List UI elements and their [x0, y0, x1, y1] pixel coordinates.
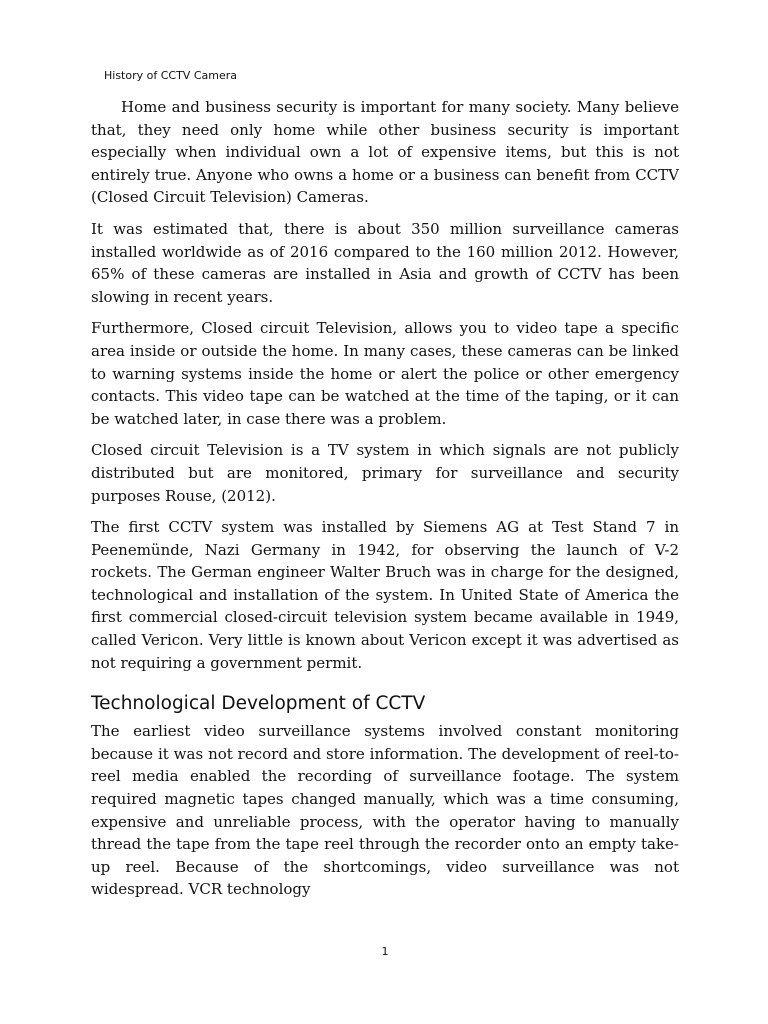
- paragraph-technological-development: The earliest video surveillance systems involved constant monitoring because it was not record and store information. The development of reel-to-reel media enabled the recording of surveillance footage. The system required magnetic tapes changed manually, which was a time consuming, expensive and unreliable process, with the operator having to manually thread the tape from the tape reel through the recorder onto an empty take-up reel. Because of the shortcomings, video surveillance was not widespread. VCR technology: [91, 722, 679, 899]
- paragraph-furthermore: Furthermore, Closed circuit Television, allows you to video tape a specific area inside or outside the home. In many cases, these cameras can be linked to warning systems inside the home or alert the police or other emergency contacts. This video tape can be watched at the time of the taping, or it can be watched later, in case there was a problem.: [91, 319, 679, 428]
- paragraph-statistics: It was estimated that, there is about 350 million surveillance cameras installed worldwide as of 2016 compared to the 160 million 2012. However, 65% of these cameras are installed in Asia and growth of CCTV has been slowing in recent years.: [91, 219, 679, 306]
- document-body: [91, 96, 679, 910]
- paragraph-definition: Closed circuit Television is a TV system in which signals are not publicly distributed but are monitored, primary for surveillance and security purposes Rouse, (2012).: [91, 441, 679, 505]
- page-number: 1: [381, 945, 389, 958]
- running-head: History of CCTV Camera: [104, 69, 237, 82]
- paragraph-first-cctv: The first CCTV system was installed by Siemens AG at Test Stand 7 in Peenemünde, Nazi Germany in 1942, for observing the launch of V-2 rockets. The German engineer Walter Bruch was in charge for the designed, technological and installation of the system. In United State of America the first commercial closed-circuit television system became available in 1949, called Vericon. Very little is known about Vericon except it was advertised as not requiring a government permit.: [91, 518, 679, 672]
- paragraph-intro: Home and business security is important for many society. Many believe that, they need only home while other business security is important especially when individual own a lot of expensive items, but this is not entirely true. Anyone who owns a home or a business can benefit from CCTV (Closed Circuit Television) Cameras.: [91, 98, 679, 207]
- section-heading: Technological Development of CCTV: [91, 693, 426, 715]
